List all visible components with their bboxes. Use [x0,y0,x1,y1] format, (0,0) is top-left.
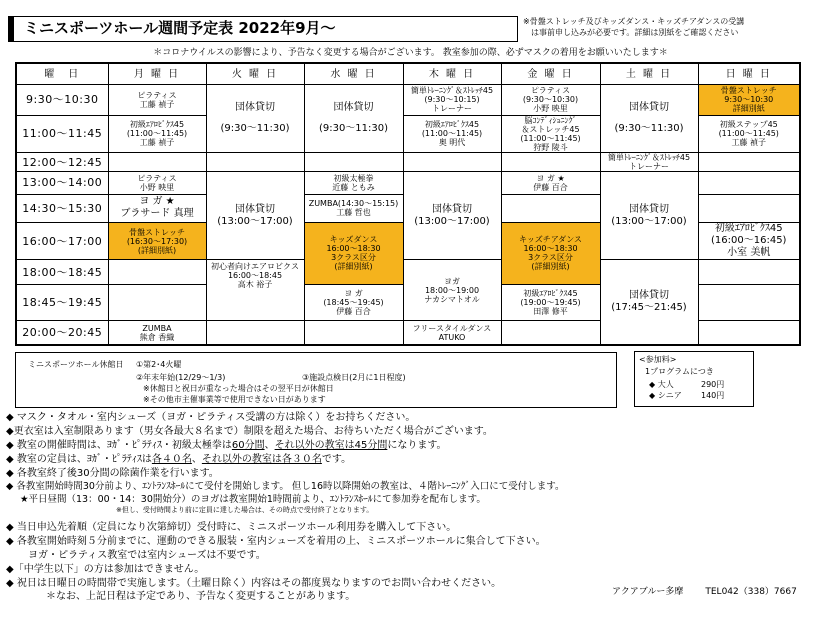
class-time: (9:30～10:15) [424,95,480,105]
class-name: 骨盤ストレッチ [129,227,185,237]
class-name: 初級ｴｱﾛﾋﾞｸｽ45 [424,120,480,130]
class-time: (11:00～11:45) [520,133,581,143]
class-cell [304,85,403,153]
class-time: (9:30～11:30) [614,123,684,135]
class-cell [698,115,800,152]
class-name: ヨガ [444,276,460,286]
instructor: 高木 裕子 [237,280,273,290]
class-name: 骨盤ストレッチ [720,86,777,96]
class-name: 団体貸切 [629,102,669,114]
class-name: 初心者向けエアロビクス [211,262,299,272]
class-name: フリースタイルダンス [412,323,492,333]
note-item: ヨガ・ピラティス教室では室内シューズは不要です。 [28,550,266,561]
class-name: 団体貸切 [629,290,669,302]
instructor: ブラサード 真理 [120,208,194,220]
class-time: (11:00～11:45) [718,129,779,139]
note-item: ◆ 当日申込先着順（定員になり次第締切）受付時に、ミニスポーツホール利用券を購入して下さい。 [6,522,457,533]
empty-cell [698,172,800,194]
note-item [6,450,351,465]
fee-adult-label: ◆ 大人 [649,380,674,389]
facility-phone: TEL042（338）7667 [705,587,797,597]
class-time: 9:30～10:30 [724,95,774,105]
instructor: 熊倉 香織 [139,332,175,342]
class-name: 初級ｴｱﾛﾋﾞｸｽ45 [714,223,783,235]
empty-cell [501,153,600,172]
schedule-row [16,153,800,172]
footer [612,584,797,597]
empty-cell [206,321,304,345]
class-cell [501,115,600,152]
instructor: 小室 美帆 [727,247,771,259]
class-cell [108,222,206,259]
class-name: 団体貸切 [235,203,275,215]
class-name: 初級ｴｱﾛﾋﾞｸｽ45 [523,288,578,298]
header-day-label: 曜 日 [16,63,108,85]
class-note: (詳細別紙) [137,245,177,255]
note-item: ◆ 各教室終了後30分間の除菌作業を行います。 [6,468,219,479]
registration-note-line1: ※骨盤ストレッチ及びキッズダンス・キッズチアダンスの受講 [523,17,745,26]
class-cell [698,222,800,259]
instructor: 工藤 禎子 [139,138,175,148]
instructor: 狩野 陵斗 [533,142,568,152]
class-cell [501,222,600,284]
class-cell [108,172,206,194]
note-item: ◆ 各教室開始時間30分前より、ｴﾝﾄﾗﾝｽﾎｰﾙにて受付を開始します。 但し16時以降開始の教室は、４階ﾄﾚｰﾆﾝｸﾞ入口にて受付します。 [6,481,565,492]
class-cell [108,321,206,345]
schedule-row [16,260,800,284]
class-cell [108,115,206,152]
closed-rule: ③施設点検日(2月に1日程度) [302,373,406,382]
class-cell [206,172,304,260]
class-cell [403,172,501,260]
class-time: (16:30～17:30) [126,236,188,246]
instructor: 工藤 哲也 [336,208,371,218]
note-emphasis: 60分間 [231,440,265,451]
class-name: 団体貸切 [235,102,275,114]
class-time: (9:30～10:30) [522,95,579,105]
registration-note [523,16,813,38]
schedule-row [16,172,800,194]
registration-note-line2: は事前申し込みが必要です。詳細は別紙をご確認ください [531,28,739,37]
class-name: ピラティス [137,173,177,183]
class-name: 脳ｺﾝﾃﾞｨｼｮﾆﾝｸﾞ [524,115,577,125]
instructor: 田澤 修平 [533,306,568,316]
empty-cell [304,321,403,345]
class-cell [206,260,304,321]
class-cell [600,172,698,260]
time-slot: 12:00～12:45 [16,153,108,172]
empty-cell [108,284,206,320]
time-slot: 9:30～10:30 [16,85,108,115]
class-time: (13:00～17:00) [414,215,490,227]
class-time: 16:00～18:45 [227,271,283,281]
class-note: 3クラス区分 [331,253,376,263]
class-note: (詳細別紙) [334,262,373,272]
header-wednesday: 水 曜 日 [304,63,403,85]
class-note: 3クラス区分 [528,253,573,263]
note-text: ◆ 教室の開催時間は、ﾖｶﾞ・ﾋﾟﾗﾃｨｽ・初級太極拳は [6,440,232,451]
closed-note: ※休館日と祝日が重なった場合はその翌平日が休館日 [143,384,334,393]
time-slot: 18:45～19:45 [16,284,108,320]
class-cell [403,85,501,115]
class-cell [304,284,403,320]
note-item: ※但し、受付時間より前に定員に達した場合は、その時点で受付終了となります。 [116,506,374,514]
instructor: トレーナー [432,104,472,114]
fee-senior-price: 140円 [701,391,725,400]
instructor: ATUKO [438,332,466,342]
header-tuesday: 火 曜 日 [206,63,304,85]
header-monday: 月 曜 日 [108,63,206,85]
class-name: 団体貸切 [333,102,374,114]
instructor: 小野 映里 [139,182,175,192]
note-item: ◆「中学生以下」の方は参加はできません。 [6,564,205,575]
instructor: 伊藤 百合 [533,182,568,192]
weekly-schedule-table [15,62,801,346]
note-item: ◆ 祝日は日曜日の時間帯で実施します。（土曜日除く）内容はその都度異なりますのでお問い合わせください。 [6,578,502,589]
class-name: ヨ ガ [344,288,363,298]
instructor: 工藤 禎子 [139,99,175,109]
class-time: (18:45～19:45) [323,297,384,307]
time-slot: 16:00～17:00 [16,222,108,259]
instructor: 奥 明代 [438,138,466,148]
class-name: 初級ｴｱﾛﾋﾞｸｽ45 [129,120,185,130]
empty-cell [304,153,403,172]
instructor: 伊藤 百合 [336,306,371,316]
time-slot: 14:30～15:30 [16,194,108,222]
class-name: 団体貸切 [629,203,669,215]
class-cell [600,260,698,345]
closed-rule: ①第2･4火曜 [136,360,182,369]
time-slot: 13:00～14:00 [16,172,108,194]
empty-cell [501,321,600,345]
fees-title: <参加料> [639,355,677,364]
header-sunday: 日 曜 日 [698,63,800,85]
note-item: ★平日昼間（13：00・14：30開始分）のヨガは教室開始1時間前より、ｴﾝﾄﾗﾝｽﾎｰﾙにて参加券を配布します。 [20,494,486,505]
class-name: ピラティス [530,86,571,96]
instructor: 工藤 禎子 [731,138,767,148]
class-cell [600,85,698,153]
class-time: (19:00～19:45) [520,297,581,307]
page-title: ミニスポーツホール週間予定表 2022年9月～ [8,16,518,42]
empty-cell [501,194,600,222]
class-name: ZUMBA(14:30～15:15) [308,199,399,209]
class-name: ピラティス [137,90,177,100]
class-name: ヨ ガ ★ [139,196,175,208]
empty-cell [698,260,800,284]
note-text: です。 [321,454,352,465]
note-text: になります。 [387,440,447,451]
note-item: ＊なお、上記日程は予定であり、予告なく変更することがあります。 [46,591,356,602]
class-time: (13:00～17:00) [217,215,293,227]
schedule-row [16,85,800,115]
time-slot: 11:00～11:45 [16,115,108,152]
facility-name: アクアブルー多摩 [612,587,684,597]
fee-senior-label: ◆ シニア [649,391,682,400]
closed-days-title: ミニスポーツホール休館日 [28,360,124,369]
instructor: 近藤 ともみ [332,182,375,192]
class-cell [108,194,206,222]
class-time: (11:00～11:45) [126,129,188,139]
header-thursday: 木 曜 日 [403,63,501,85]
class-cell [600,153,698,172]
note-item [6,436,447,451]
class-time: (9:30～11:30) [220,123,290,135]
header-saturday: 土 曜 日 [600,63,698,85]
note-text: 、 [191,454,202,465]
class-name: キッズチアダンス [519,235,582,245]
note-text: 、 [264,440,275,451]
empty-cell [108,153,206,172]
class-time: (13:00～17:00) [611,215,687,227]
class-name: 簡単ﾄﾚｰﾆﾝｸﾞ＆ｽﾄﾚｯﾁ45 [410,86,494,96]
class-cell [403,115,501,152]
note-emphasis: それ以外の教室は各３０名 [201,454,322,465]
class-cell [501,85,600,115]
class-cell [304,194,403,222]
empty-cell [206,153,304,172]
class-time: (11:00～11:45) [421,129,483,139]
class-cell [304,222,403,284]
time-slot: 18:00～18:45 [16,260,108,284]
class-cell [403,321,501,345]
class-time: (9:30～11:30) [318,123,389,135]
class-name: 初級太極拳 [333,173,374,183]
header-friday: 金 曜 日 [501,63,600,85]
note-item: ◆ 各教室開始時刻５分前までに、運動のできる服装・室内シューズを着用の上、ミニスポーツホールに集合して下さい。 [6,536,546,547]
covid-notice: ＊コロナウイルスの影響により、予告なく変更する場合がございます。 教室参加の際、必ずマスクの着用をお願いいたします＊ [153,48,668,58]
class-name: 初級ステップ45 [719,120,778,130]
fees-box [634,351,754,407]
empty-cell [403,153,501,172]
time-slot: 20:00～20:45 [16,321,108,345]
class-time: 18:00～19:00 [424,285,480,295]
class-cell [108,85,206,115]
class-time: 16:00～18:30 [326,244,381,254]
empty-cell [698,284,800,320]
instructor: ナカシマトオル [424,294,480,304]
empty-cell [698,194,800,222]
closed-rule: ②年末年始(12/29～1/3) [136,373,226,382]
class-time: (16:00～16:45) [711,235,787,247]
schedule-header-row [16,63,800,85]
empty-cell [698,321,800,345]
class-note: (詳細別紙) [531,262,570,272]
closed-note: ※その他市主催事業等で使用できない日があります [143,395,326,404]
class-note: 詳細別紙 [732,104,765,114]
class-cell [501,172,600,194]
class-name: ヨ ガ ★ [536,173,565,183]
class-time: 16:00～18:30 [523,244,578,254]
class-name: 団体貸切 [432,203,472,215]
fees-subtitle: 1プログラムにつき [645,367,714,376]
closed-days-box [15,352,617,408]
fee-adult-price: 290円 [701,380,725,389]
instructor: 小野 映里 [533,104,568,114]
class-name: ＆ストレッチ45 [521,124,580,134]
class-cell [304,172,403,194]
class-name: キッズダンス [329,235,378,245]
class-cell [698,85,800,115]
class-cell [501,284,600,320]
note-item: ◆更衣室は入室制限あります（男女各最大８名まで）制限を超えた場合、お待ちいただく場合がございます。 [6,426,493,437]
class-name: 簡単ﾄﾚｰﾆﾝｸﾞ＆ｽﾄﾚｯﾁ45 [607,153,691,163]
class-cell [206,85,304,153]
empty-cell [698,153,800,172]
note-text: ◆ 教室の定員は、ﾖｶﾞ・ﾋﾟﾗﾃｨｽは [6,454,152,465]
note-emphasis: それ以外の教室は45分間 [274,440,388,451]
class-cell [403,260,501,321]
class-time: (17:45～21:45) [611,302,687,314]
instructor: トレーナー [629,162,669,172]
note-item: ◆ マスク・タオル・室内シューズ（ヨガ・ピラティス受講の方は除く）をお持ちください。 [6,412,416,423]
note-emphasis: 各４０名 [151,454,192,465]
class-name: ZUMBA [142,323,172,333]
empty-cell [108,260,206,284]
